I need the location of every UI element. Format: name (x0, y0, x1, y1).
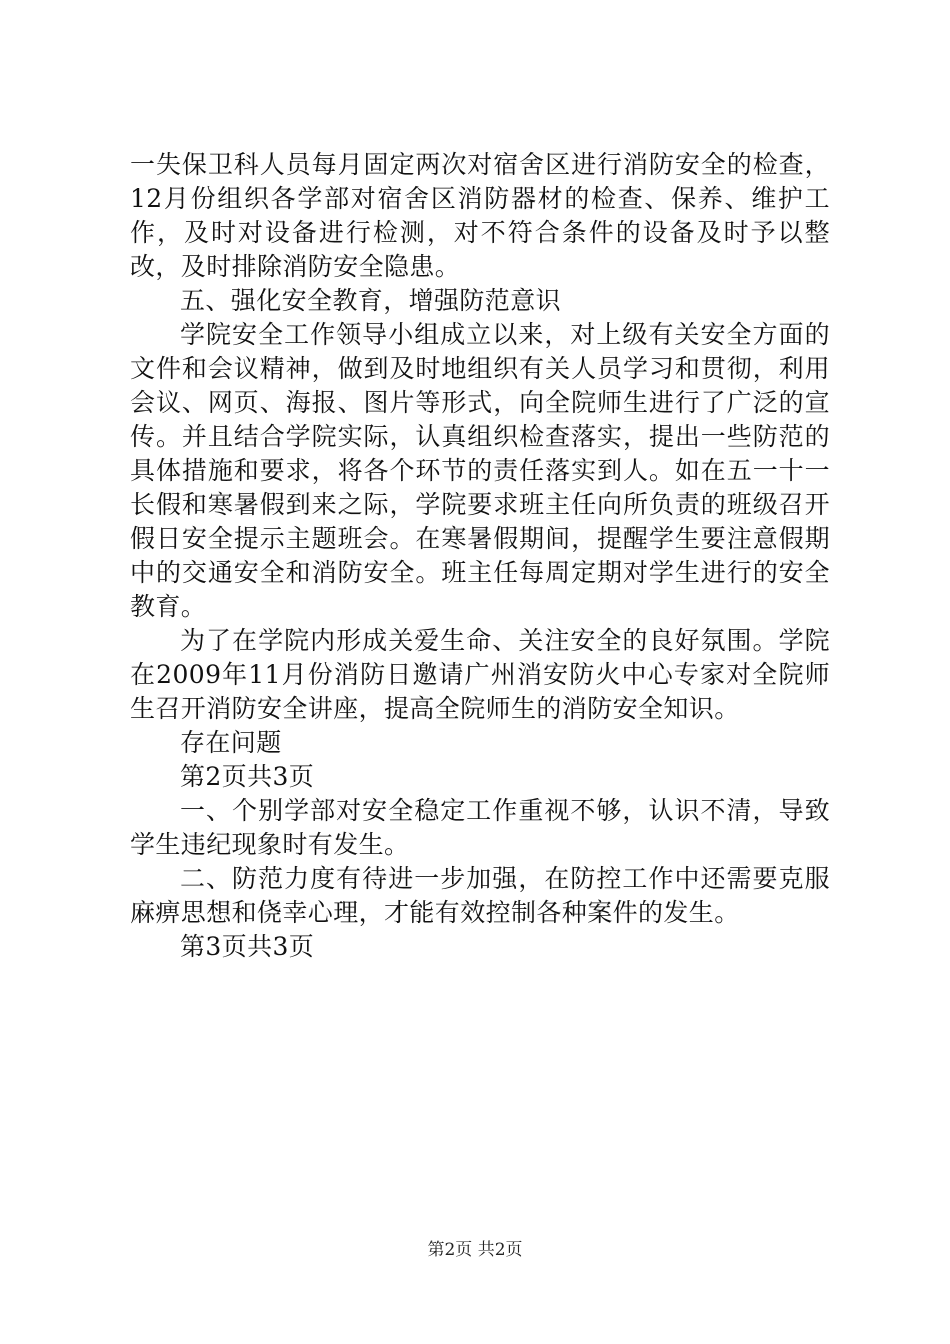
paragraph-problem-two: 二、防范力度有待进一步加强，在防控工作中还需要克服麻痹思想和侥幸心理，才能有效控制各种案件的发生。 (130, 864, 830, 927)
paragraph-fire-safety-lecture: 为了在学院内形成关爱生命、关注安全的良好氛围。学院在2009年11月份消防日邀请广州消安防火中心专家对全院师生召开消防安全讲座，提高全院师生的消防安全知识。 (130, 626, 830, 723)
paragraph-dormitory-inspection: 一失保卫科人员每月固定两次对宿舍区进行消防安全的检查，12月份组织各学部对宿舍区消防器材的检查、保养、维护工作，及时对设备进行检测，对不符合条件的设备及时予以整改，及时排除消防安全隐患。 (130, 150, 830, 281)
inline-page-marker-2: 第2页共3页 (180, 762, 315, 791)
inline-page-marker-3: 第3页共3页 (180, 932, 315, 961)
paragraph-problem-one: 一、个别学部对安全稳定工作重视不够，认识不清，导致学生违纪现象时有发生。 (130, 796, 830, 859)
section-heading-problems: 存在问题 (180, 728, 282, 757)
paragraph-safety-education: 学院安全工作领导小组成立以来，对上级有关安全方面的文件和会议精神，做到及时地组织有关人员学习和贯彻，利用会议、网页、海报、图片等形式，向全院师生进行了广泛的宣传。并且结合学院实际，认真组织检查落实，提出一些防范的具体措施和要求，将各个环节的责任落实到人。如在五一十一长假和寒暑假到来之际，学院要求班主任向所负责的班级召开假日安全提示主题班会。在寒暑假期间，提醒学生要注意假期中的交通安全和消防安全。班主任每周定期对学生进行的安全教育。 (130, 320, 830, 621)
section-heading-safety-education: 五、强化安全教育，增强防范意识 (180, 286, 562, 315)
page-footer: 第2页 共2页 (427, 1240, 523, 1260)
document-body (130, 148, 830, 964)
